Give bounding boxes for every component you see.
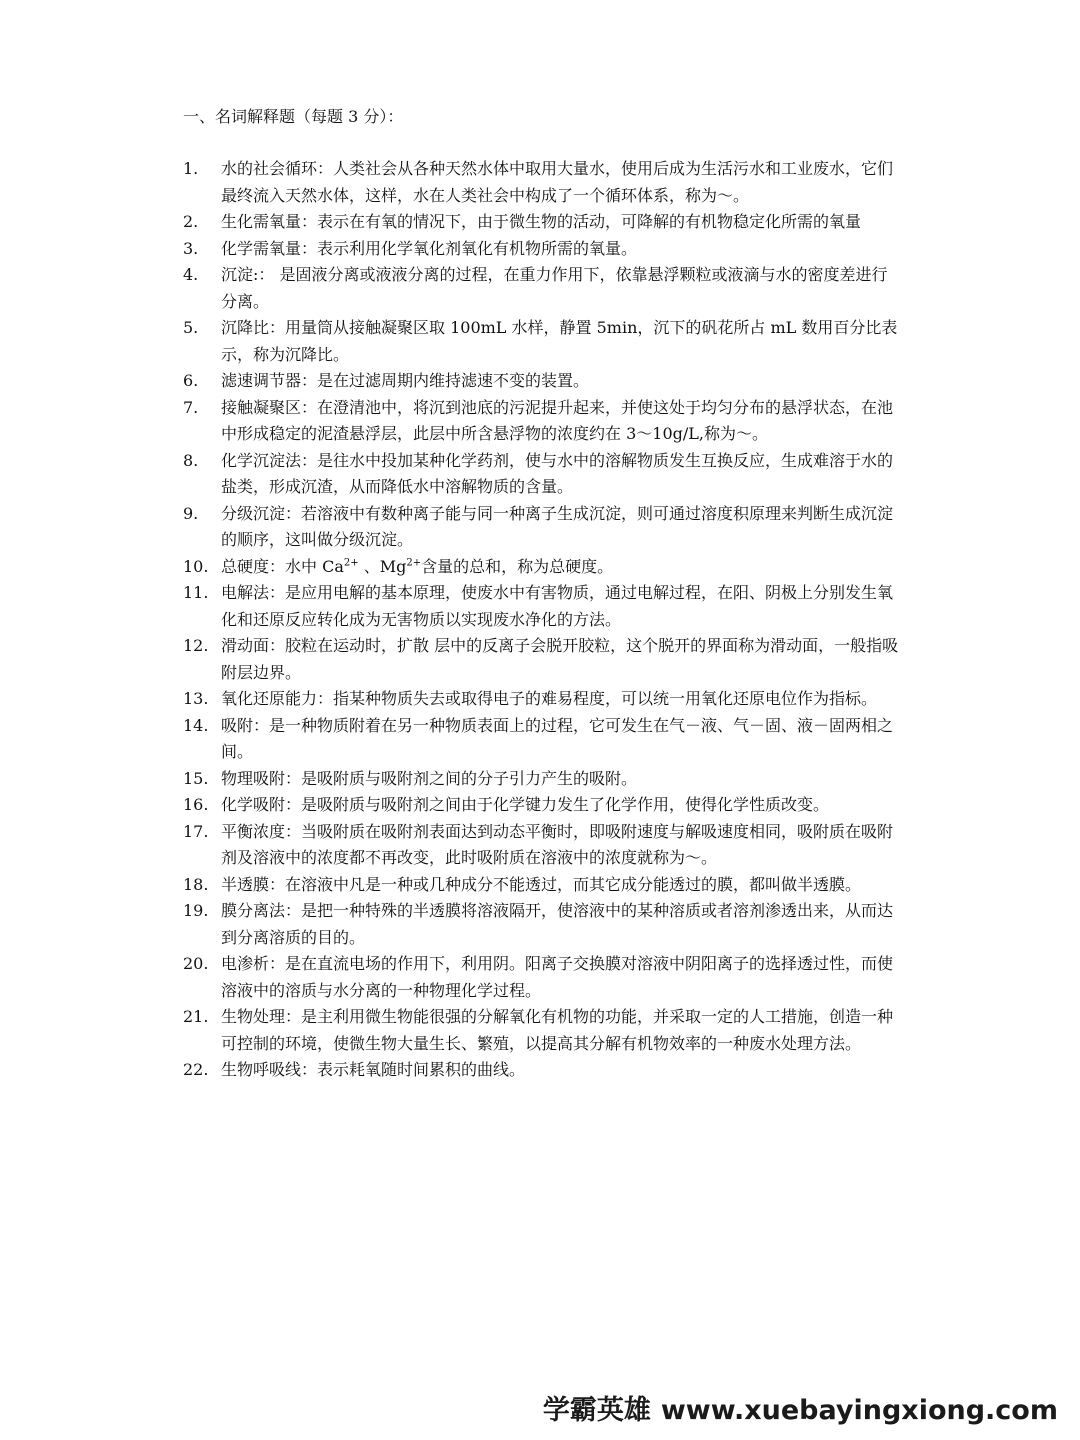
superscript: 2+ (406, 557, 422, 569)
item-text: 化学沉淀法：是往水中投加某种化学药剂，使与水中的溶解物质发生互换反应，生成难溶于水的盐类，形成沉渣，从而降低水中溶解物质的含量。 (221, 450, 894, 496)
list-item (183, 898, 903, 951)
item-text: 滑动面：胶粒在运动时，扩散 层中的反离子会脱开胶粒，这个脱开的界面称为滑动面，一般指吸附层边界。 (221, 636, 899, 682)
list-item (183, 792, 903, 819)
list-item (183, 580, 903, 633)
item-number: 9. (183, 503, 199, 523)
item-text: 氧化还原能力：指某种物质失去或取得电子的难易程度，可以统一用氧化还原电位作为指标。 (221, 689, 878, 708)
item-text (221, 554, 903, 581)
item-number: 1. (183, 159, 199, 178)
list-item (183, 1004, 903, 1057)
item-text: 电解法：是应用电解的基本原理，使废水中有害物质，通过电解过程，在阳、阴极上分别发生氧化和还原反应转化成为无害物质以实现废水净化的方法。 (221, 583, 894, 629)
item-text-part: 含量的总和，称为总硬度。 (421, 556, 614, 576)
item-text-part: 、Mg (358, 556, 407, 576)
item-number: 8. (183, 450, 199, 470)
watermark-url: www.xuebayingxiong.com (660, 1395, 1058, 1426)
item-number: 5. (183, 318, 199, 337)
list-item (183, 501, 903, 554)
list-item (183, 315, 903, 368)
item-number: 3. (183, 238, 199, 258)
item-number: 12. (183, 636, 209, 655)
item-text: 半透膜：在溶液中凡是一种或几种成分不能透过，而其它成分能透过的膜，都叫做半透膜。 (221, 874, 862, 894)
list-item (183, 156, 903, 209)
item-text: 滤速调节器：是在过滤周期内维持滤速不变的装置。 (221, 371, 590, 390)
superscript: 2+ (343, 557, 359, 569)
item-number: 4. (183, 265, 199, 284)
list-item (183, 686, 903, 713)
list-item (183, 872, 903, 899)
item-text: 生物呼吸线：表示耗氧随时间累积的曲线。 (221, 1060, 526, 1079)
item-text: 平衡浓度：当吸附质在吸附剂表面达到动态平衡时，即吸附速度与解吸速度相同，吸附质在吸附剂及溶液中的浓度都不再改变，此时吸附质在溶液中的浓度就称为～。 (221, 821, 894, 867)
item-text: 电渗析：是在直流电场的作用下，利用阴。阳离子交换膜对溶液中阴阳离子的选择透过性，而使溶液中的溶质与水分离的一种物理化学过程。 (221, 954, 894, 1000)
item-number: 14. (183, 715, 209, 735)
list-item (183, 951, 903, 1004)
item-text: 吸附：是一种物质附着在另一种物质表面上的过程，它可发生在气－液、气－固、液－固两相之间。 (221, 715, 894, 761)
item-number: 19. (183, 901, 209, 920)
item-number: 7. (183, 397, 199, 417)
item-text: 沉降比：用量筒从接触凝聚区取 100mL 水样，静置 5min，沉下的矾花所占 mL 数用百分比表示，称为沉降比。 (221, 318, 898, 364)
watermark-brand: 学霸英雄 (542, 1395, 651, 1426)
term-list (183, 156, 903, 1084)
list-item (183, 262, 903, 315)
item-text-part: 总硬度：水中 Ca (221, 556, 344, 576)
section-title: 一、名词解释题（每题 3 分）： (183, 107, 404, 126)
item-number: 15. (183, 768, 209, 788)
item-text: 生物处理：是主利用微生物能很强的分解氧化有机物的功能，并采取一定的人工措施，创造一种可控制的环境，使微生物大量生长、繁殖，以提高其分解有机物效率的一种废水处理方法。 (221, 1007, 894, 1053)
list-item (183, 713, 903, 766)
item-number: 11. (183, 583, 209, 602)
item-number: 17. (183, 821, 209, 841)
item-number: 21. (183, 1007, 209, 1026)
item-number: 20. (183, 954, 209, 973)
item-text: 膜分离法：是把一种特殊的半透膜将溶液隔开，使溶液中的某种溶质或者溶剂渗透出来，从而达到分离溶质的目的。 (221, 901, 894, 947)
item-number: 6. (183, 371, 199, 390)
item-number: 16. (183, 795, 209, 814)
item-text: 物理吸附：是吸附质与吸附剂之间的分子引力产生的吸附。 (221, 768, 638, 788)
list-item (183, 395, 903, 448)
item-number: 18. (183, 874, 209, 894)
item-number: 2. (183, 212, 199, 231)
item-text: 沉淀:： 是固液分离或液液分离的过程，在重力作用下，依靠悬浮颗粒或液滴与水的密度差进行分离。 (221, 265, 888, 311)
list-item (183, 368, 903, 395)
item-text: 接触凝聚区：在澄清池中，将沉到池底的污泥提升起来，并使这处于均匀分布的悬浮状态，在池中形成稳定的泥渣悬浮层，此层中所含悬浮物的浓度约在 3～10g/L,称为～。 (221, 397, 894, 443)
list-item (183, 819, 903, 872)
list-item (183, 554, 903, 581)
list-item (183, 209, 903, 236)
item-text: 化学吸附：是吸附质与吸附剂之间由于化学键力发生了化学作用，使得化学性质改变。 (221, 795, 830, 814)
list-item (183, 448, 903, 501)
list-item (183, 766, 903, 793)
item-text: 生化需氧量：表示在有氧的情况下，由于微生物的活动，可降解的有机物稳定化所需的氧量 (221, 212, 862, 231)
watermark (543, 1388, 1058, 1427)
item-text: 分级沉淀：若溶液中有数种离子能与同一种离子生成沉淀，则可通过溶度积原理来判断生成沉淀的顺序，这叫做分级沉淀。 (221, 503, 894, 549)
item-number: 13. (183, 689, 209, 708)
item-text: 水的社会循环：人类社会从各种天然水体中取用大量水，使用后成为生活污水和工业废水，它们最终流入天然水体，这样，水在人类社会中构成了一个循环体系，称为～。 (221, 159, 894, 205)
list-item (183, 633, 903, 686)
item-text: 化学需氧量：表示利用化学氧化剂氧化有机物所需的氧量。 (221, 238, 638, 258)
item-number: 22. (183, 1060, 209, 1079)
list-item (183, 1057, 903, 1084)
item-number: 10. (183, 556, 209, 576)
list-item (183, 236, 903, 263)
